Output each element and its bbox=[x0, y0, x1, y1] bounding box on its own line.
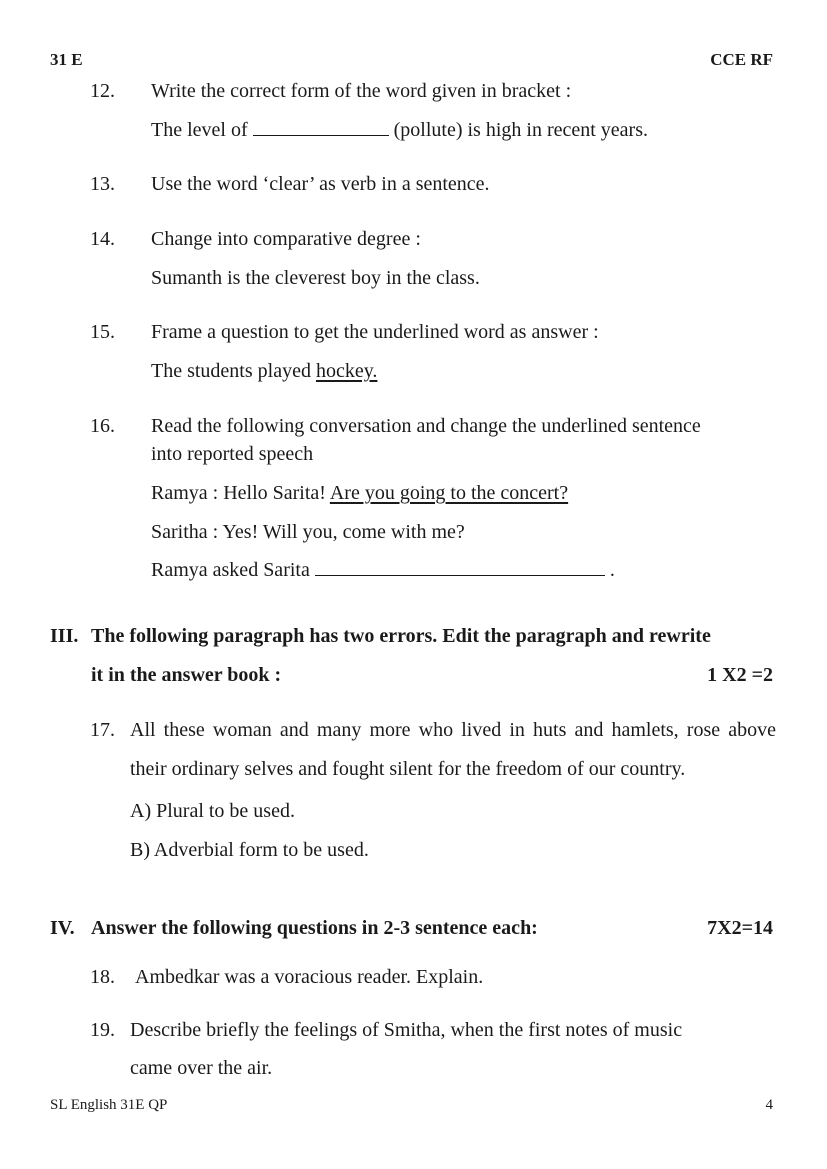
question-number-16: 16. bbox=[90, 415, 115, 437]
header-code: 31 E bbox=[50, 50, 83, 69]
question-number-14: 14. bbox=[90, 228, 115, 250]
underlined-word: hockey. bbox=[315, 360, 378, 382]
question-number-18: 18. bbox=[90, 966, 115, 988]
question-15-sentence bbox=[151, 359, 377, 383]
question-18-text: Ambedkar was a voracious reader. Explain. bbox=[135, 966, 484, 988]
dialogue-ramya-start: Ramya : Hello Sarita! bbox=[151, 482, 326, 504]
question-number-17: 17. bbox=[90, 719, 115, 741]
footer-paper-name: SL English 31E QP bbox=[50, 1097, 168, 1113]
underlined-sentence: Are you going to the concert? bbox=[329, 482, 569, 504]
question-15-prompt: Frame a question to get the underlined word as answer : bbox=[151, 321, 599, 343]
question-12-prompt: Write the correct form of the word given in bracket : bbox=[151, 80, 572, 102]
section-4-title: Answer the following questions in 2-3 sentence each: bbox=[91, 917, 538, 939]
question-16-answer-line bbox=[151, 558, 615, 582]
question-17-hint-b: B) Adverbial form to be used. bbox=[130, 839, 369, 861]
question-17-paragraph-line-2: their ordinary selves and fought silent for the freedom of our country. bbox=[130, 758, 686, 780]
page-number: 4 bbox=[765, 1097, 773, 1113]
question-number-13: 13. bbox=[90, 173, 115, 195]
question-12-sentence-start: The level of bbox=[151, 119, 248, 141]
section-3-marks: 1 X2 =2 bbox=[707, 664, 773, 686]
answer-blank bbox=[315, 559, 605, 576]
question-13-prompt: Use the word ‘clear’ as verb in a sentence. bbox=[151, 173, 490, 195]
dialogue-ramya bbox=[151, 481, 568, 505]
question-17-hint-a: A) Plural to be used. bbox=[130, 800, 295, 822]
question-12-sentence-end: (pollute) is high in recent years. bbox=[393, 119, 648, 141]
question-number-12: 12. bbox=[90, 80, 115, 102]
section-3-number: III. bbox=[50, 625, 79, 647]
question-19-line-1: Describe briefly the feelings of Smitha, when the first notes of music bbox=[130, 1019, 683, 1041]
question-number-15: 15. bbox=[90, 321, 115, 343]
section-3-title-line-1: The following paragraph has two errors. Edit the paragraph and rewrite bbox=[91, 625, 711, 647]
section-3-title-line-2: it in the answer book : bbox=[91, 664, 282, 686]
question-16-prompt-line-2: into reported speech bbox=[151, 443, 314, 465]
answer-blank bbox=[253, 119, 389, 136]
question-16-answer-start: Ramya asked Sarita bbox=[151, 559, 310, 581]
question-16-prompt-line-1: Read the following conversation and change the underlined sentence bbox=[151, 415, 701, 437]
question-15-sentence-start: The students played bbox=[151, 360, 311, 382]
header-series: CCE RF bbox=[710, 50, 773, 69]
question-14-sentence: Sumanth is the cleverest boy in the class. bbox=[151, 267, 480, 289]
question-number-19: 19. bbox=[90, 1019, 115, 1041]
section-4-number: IV. bbox=[50, 917, 75, 939]
question-16-answer-end: . bbox=[609, 559, 615, 581]
question-12-sentence bbox=[151, 118, 648, 142]
dialogue-saritha: Saritha : Yes! Will you, come with me? bbox=[151, 521, 465, 543]
question-14-prompt: Change into comparative degree : bbox=[151, 228, 421, 250]
question-19-line-2: came over the air. bbox=[130, 1057, 273, 1079]
section-4-marks: 7X2=14 bbox=[707, 917, 773, 939]
question-17-paragraph-line-1: All these woman and many more who lived in huts and hamlets, rose above bbox=[130, 719, 776, 741]
